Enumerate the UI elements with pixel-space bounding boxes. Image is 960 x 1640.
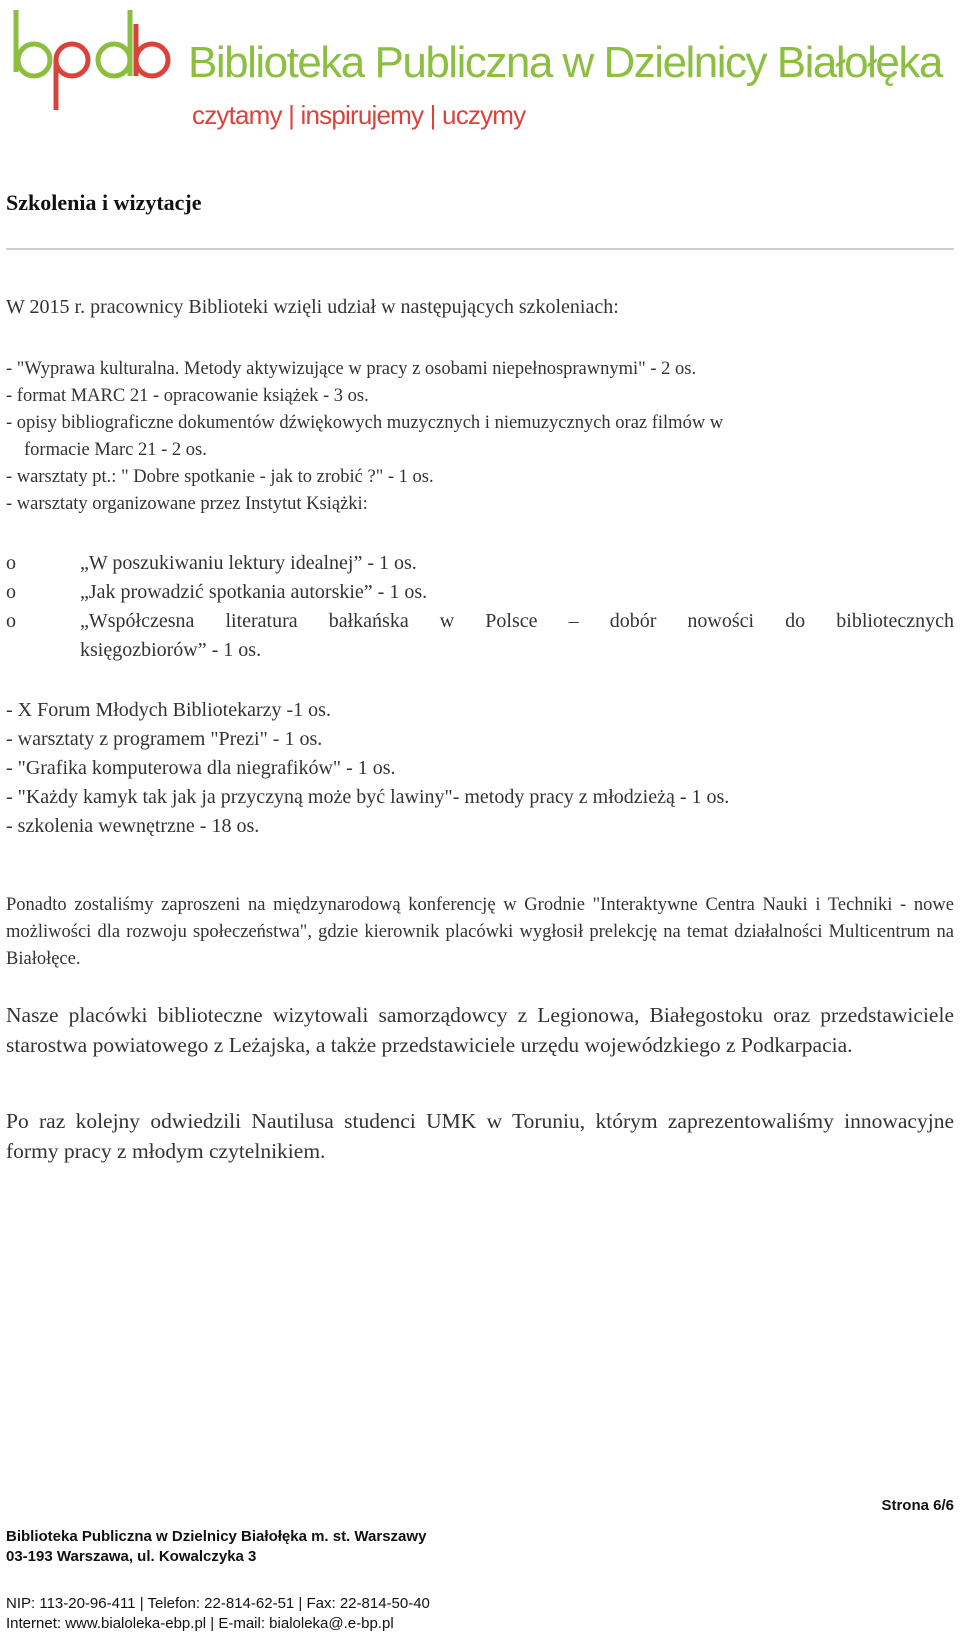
workshop-title: „Współczesna literatura bałkańska w Polsce – dobór nowości do bibliotecznych — [80, 610, 954, 632]
list-item: - format MARC 21 - opracowanie książek - 3 os. — [6, 386, 369, 406]
intro-text: W 2015 r. pracownicy Biblioteki wzięli udział w następujących szkoleniach: — [6, 296, 619, 318]
library-tagline: czytamy | inspirujemy | uczymy — [192, 100, 526, 130]
footer-street: 03-193 Warszawa, ul. Kowalczyka 3 — [6, 1548, 257, 1565]
workshop-title-continuation: księgozbiorów” - 1 os. — [80, 639, 262, 661]
page-header — [0, 0, 960, 130]
list-item — [6, 607, 954, 665]
library-name: Biblioteka Publiczna w Dzielnicy Białołęka — [188, 38, 942, 87]
institute-workshops-list — [6, 549, 954, 665]
list-item: - szkolenia wewnętrzne - 18 os. — [6, 815, 260, 837]
trainings-list-part1 — [6, 356, 954, 518]
list-item: - opisy bibliograficzne dokumentów dźwiękowych muzycznych i niemuzycznych oraz filmów w — [6, 413, 724, 433]
bullet-marker: o — [6, 552, 16, 574]
workshop-title: „Jak prowadzić spotkania autorskie” - 1 os. — [80, 581, 428, 603]
footer-contacts — [6, 1594, 430, 1634]
footer-phone-fax: NIP: 113-20-96-411 | Telefon: 22-814-62-51 | Fax: 22-814-50-40 — [6, 1595, 430, 1612]
bullet-marker: o — [6, 610, 16, 632]
section-divider — [6, 248, 954, 250]
bullet-marker: o — [6, 581, 16, 603]
trainings-list-part2 — [6, 696, 954, 841]
list-item: - warsztaty pt.: " Dobre spotkanie - jak to zrobić ?" - 1 os. — [6, 467, 434, 487]
paragraph-conference: Ponadto zostaliśmy zaproszeni na międzynarodową konferencję w Grodnie "Interaktywne Centra Nauki i Techniki - nowe możliwości dla rozwoju społeczeństwa", gdzie kierownik placówki wygłosił prelekcję na temat działalności Multicentrum na Białołęce. — [6, 895, 954, 969]
list-item — [6, 578, 954, 607]
workshop-title: „W poszukiwaniu lektury idealnej” - 1 os. — [80, 552, 417, 574]
paragraph-visits: Nasze placówki biblioteczne wizytowali samorządowcy z Legionowa, Białegostoku oraz przedstawiciele starostwa powiatowego z Leżajska, a także przedstawiciele urzędu wojewódzkiego z Podkarpacia. — [6, 1003, 954, 1057]
footer-web-email: Internet: www.bialoleka-ebp.pl | E-mail: bialoleka@.e-bp.pl — [6, 1615, 394, 1632]
list-item: - "Każdy kamyk tak jak ja przyczyną może być lawiny"- metody pracy z młodzieżą - 1 os. — [6, 786, 730, 808]
list-item: - warsztaty z programem "Prezi" - 1 os. — [6, 728, 323, 750]
list-item: - X Forum Młodych Bibliotekarzy -1 os. — [6, 699, 331, 721]
list-item — [6, 549, 954, 578]
list-item-continuation: formacie Marc 21 - 2 os. — [24, 440, 207, 460]
library-logo-icon — [6, 4, 182, 116]
list-item: - warsztaty organizowane przez Instytut Książki: — [6, 494, 368, 514]
footer-org-name: Biblioteka Publiczna w Dzielnicy Białołęka m. st. Warszawy — [6, 1528, 427, 1545]
footer-address — [6, 1527, 426, 1567]
list-item: - "Wyprawa kulturalna. Metody aktywizujące w pracy z osobami niepełnosprawnymi" - 2 os. — [6, 359, 697, 379]
section-title: Szkolenia i wizytacje — [6, 190, 202, 215]
page-number: Strona 6/6 — [881, 1497, 954, 1514]
list-item: - "Grafika komputerowa dla niegrafików" - 1 os. — [6, 757, 396, 779]
paragraph-students: Po raz kolejny odwiedzili Nautilusa studenci UMK w Toruniu, którym zaprezentowaliśmy innowacyjne formy pracy z młodym czytelnikiem. — [6, 1109, 954, 1163]
